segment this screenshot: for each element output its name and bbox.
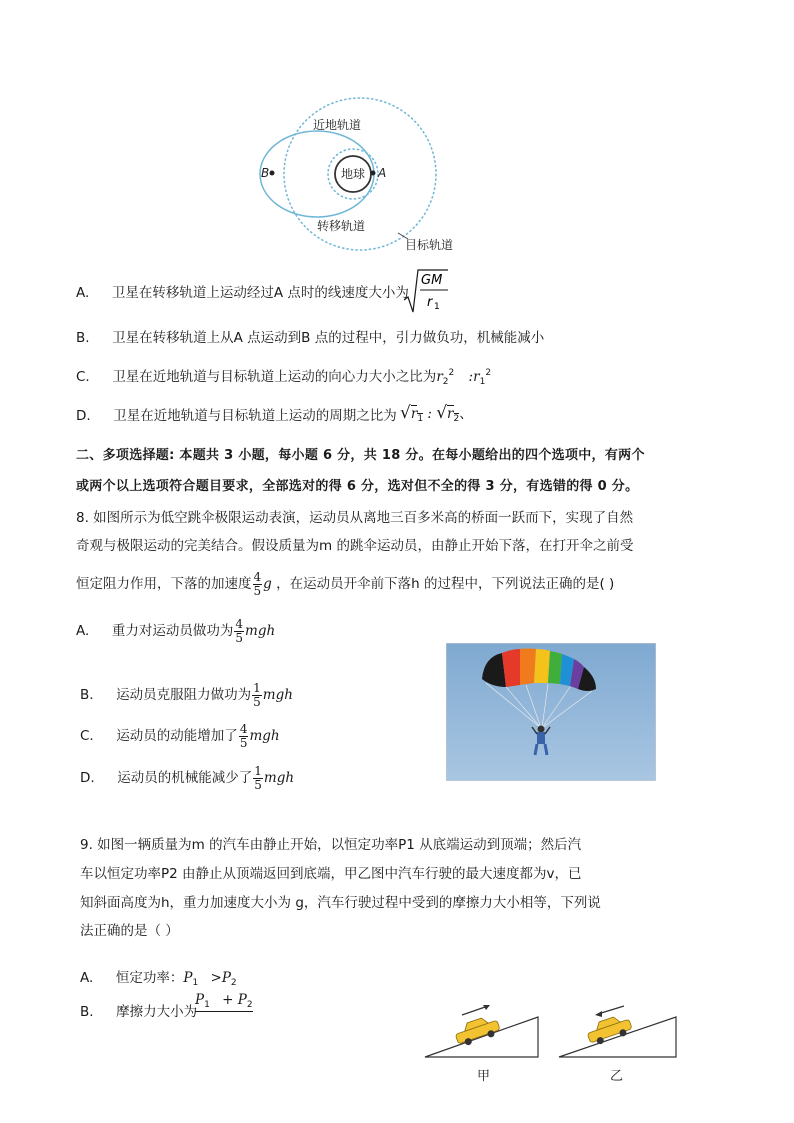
subscript: 1	[417, 414, 424, 424]
math-expr: mgh	[245, 623, 276, 639]
transfer-orbit-label: 转移轨道	[317, 219, 366, 233]
incline-figure-yi	[554, 1000, 684, 1090]
option-letter: D.	[80, 770, 95, 786]
incline-figure-jia	[420, 1000, 540, 1090]
option-text: 卫星在近地轨道与目标轨道上运动的向心力大小之比为	[112, 369, 437, 385]
option-text: 卫星在近地轨道与目标轨道上运动的周期之比为	[113, 408, 397, 424]
option-text: 运动员的机械能减少了	[117, 770, 253, 786]
point-b-label: B	[261, 166, 270, 180]
q8-option-b	[80, 680, 293, 710]
text-part: 恒定阻力作用，下落的加速度	[76, 576, 252, 592]
q9-line3: 知斜面高度为h，重力加速度大小为 g，汽车行驶过程中受到的摩擦力大小相等，下列说	[80, 895, 601, 911]
option-letter: A.	[76, 285, 90, 301]
subscript: 1	[479, 377, 486, 387]
superscript: 2	[448, 368, 455, 378]
subscript: 2	[442, 377, 449, 387]
q9-line1: 9. 如图一辆质量为m 的汽车由静止开始，以恒定功率P1 从底端运动到顶端；然后汽	[80, 837, 582, 853]
q9-line4: 法正确的是（ ）	[80, 923, 179, 939]
sqrt-gm-over-r1	[402, 268, 450, 316]
math-colon: :	[468, 369, 474, 385]
math-expr: mgh	[263, 770, 295, 786]
option-letter: B.	[80, 687, 94, 703]
q9-option-b	[80, 1002, 197, 1022]
section2-line2: 或两个以上选项符合题目要求，全部选对的得 6 分，选对但不全的得 3 分，有选错的得 0 分。	[76, 479, 639, 494]
option-text: 恒定功率：	[115, 970, 184, 986]
target-orbit-label: 目标轨道	[405, 238, 454, 252]
option-letter: B.	[80, 1004, 94, 1020]
q9-line2: 车以恒定功率P2 由静止从顶端返回到底端，甲乙图中汽车行驶的最大速度都为v，已	[80, 866, 582, 882]
q8-line2: 奇观与极限运动的完美结合。假设质量为m 的跳伞运动员，由静止开始下落，在打开伞之前受	[76, 538, 634, 554]
option-letter: A.	[80, 970, 94, 986]
fraction-numerator: GM	[421, 273, 443, 288]
fraction: $\frac{1}{5}$	[253, 680, 261, 709]
q8-line3	[76, 569, 614, 599]
subscript: 2	[230, 978, 237, 988]
option-text: 运动员的动能增加了	[116, 728, 238, 744]
superscript: 2	[485, 368, 492, 378]
earth-label: 地球	[341, 167, 366, 181]
q8-option-d	[80, 763, 294, 793]
punctuation: 、	[459, 406, 473, 422]
option-text: 重力对运动员做功为	[111, 623, 234, 639]
subscript: 1	[192, 978, 199, 988]
subscript: 2	[246, 1000, 253, 1010]
option-letter: D.	[76, 408, 91, 424]
math-gt: >	[210, 970, 222, 986]
math-colon: :	[427, 406, 432, 422]
math-plus: +	[222, 992, 234, 1008]
q8-option-a	[76, 616, 275, 646]
q9-option-a	[80, 968, 237, 993]
fraction: $\frac{4}{5}$	[239, 721, 248, 750]
subscript: 2	[453, 414, 460, 424]
option-letter: B.	[76, 330, 90, 346]
q8-option-c	[80, 721, 280, 751]
label-yi: 乙	[610, 1069, 624, 1084]
option-text: 摩擦力大小为	[116, 1004, 198, 1020]
option-text: 卫星在转移轨道上运动经过A 点时的线速度大小为	[111, 285, 409, 301]
math-expr: mgh	[262, 687, 293, 703]
math-p: P	[221, 970, 231, 986]
point-a-dot	[371, 171, 376, 176]
option-letter: C.	[80, 728, 94, 744]
math-p: P	[195, 992, 205, 1008]
q7-option-c	[76, 363, 491, 392]
point-a-label: A	[378, 166, 387, 180]
point-b-dot	[270, 171, 275, 176]
math-expr: mgh	[249, 728, 280, 744]
parachute-photo	[446, 643, 656, 781]
section2-line1: 二、多项选择题: 本题共 3 小题，每小题 6 分，共 18 分。在每小题给出的四个选项中，有两个	[76, 448, 645, 463]
option-letter: C.	[76, 369, 90, 385]
fraction-denominator: r	[427, 295, 433, 310]
q9-b-numerator	[195, 992, 253, 1012]
math-p: P	[183, 970, 193, 986]
fraction: $\frac{1}{5}$	[254, 763, 262, 792]
q8-line1: 8. 如图所示为低空跳伞极限运动表演，运动员从离地三百多米高的桥面一跃而下，实现了自然	[76, 510, 634, 526]
direction-arrow-up	[462, 1006, 488, 1015]
fraction: $\frac{4}{5}$	[253, 569, 262, 598]
math-r: r	[410, 406, 418, 422]
math-r: r	[473, 369, 480, 385]
option-text: 运动员克服阻力做功为	[116, 687, 252, 703]
q7-d-ratio: $√r_1$ : $√r_2$、	[400, 403, 473, 424]
q7-option-d	[76, 406, 397, 426]
math-r: r	[436, 369, 443, 385]
option-text: 卫星在转移轨道上从A 点运动到B 点的过程中，引力做负功，机械能减小	[112, 330, 545, 346]
orbit-diagram	[255, 95, 485, 260]
math-r: r	[447, 406, 454, 422]
text-part: ，在运动员开伞前下落h 的过程中，下列说法正确的是( )	[276, 576, 615, 592]
fraction: $\frac{4}{5}$	[235, 616, 244, 645]
label-jia: 甲	[477, 1069, 491, 1084]
subscript: 1	[204, 1000, 210, 1010]
q7-option-b	[76, 328, 544, 348]
q7-option-a	[76, 283, 409, 303]
math-g: g	[263, 576, 272, 592]
math-p: P	[237, 992, 247, 1008]
option-letter: A.	[76, 623, 90, 639]
near-orbit-label: 近地轨道	[313, 118, 362, 132]
subscript: 1	[434, 302, 440, 312]
